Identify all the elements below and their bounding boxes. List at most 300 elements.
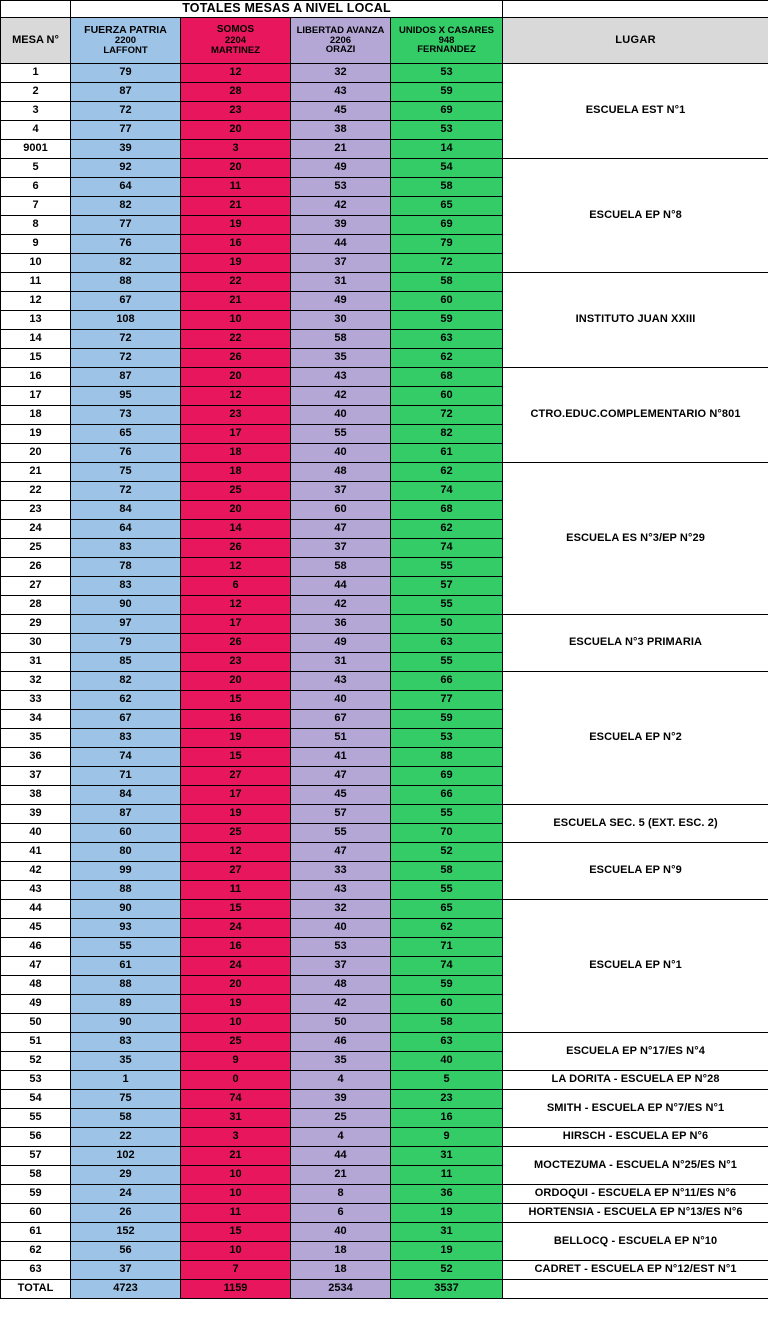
cell-mesa: 20 [1, 444, 71, 463]
cell-mesa: 14 [1, 330, 71, 349]
cell-mesa: 44 [1, 900, 71, 919]
cell-unidos-x-casares: 60 [391, 292, 503, 311]
cell-somos: 21 [181, 197, 291, 216]
cell-somos: 16 [181, 938, 291, 957]
cell-somos: 19 [181, 805, 291, 824]
column-header-somos-name: SOMOS [216, 24, 255, 36]
cell-somos: 11 [181, 178, 291, 197]
cell-unidos-x-casares: 62 [391, 919, 503, 938]
cell-somos: 16 [181, 710, 291, 729]
cell-fuerza-patria: 22 [71, 1128, 181, 1147]
cell-libertad-avanza: 50 [291, 1014, 391, 1033]
cell-lugar: LA DORITA - ESCUELA EP N°28 [503, 1071, 768, 1090]
cell-unidos-x-casares: 58 [391, 1014, 503, 1033]
table-row [1, 368, 768, 387]
cell-fuerza-patria: 24 [71, 1185, 181, 1204]
cell-unidos-x-casares: 55 [391, 558, 503, 577]
cell-fuerza-patria: 82 [71, 254, 181, 273]
cell-fuerza-patria: 64 [71, 520, 181, 539]
cell-fuerza-patria: 72 [71, 330, 181, 349]
cell-somos: 19 [181, 216, 291, 235]
cell-libertad-avanza: 31 [291, 653, 391, 672]
cell-unidos-x-casares: 69 [391, 216, 503, 235]
cell-somos: 3 [181, 1128, 291, 1147]
cell-mesa: 19 [1, 425, 71, 444]
table-row [1, 463, 768, 482]
cell-lugar: ESCUELA EST N°1 [503, 64, 768, 159]
table-row [1, 1128, 768, 1147]
cell-fuerza-patria: 97 [71, 615, 181, 634]
cell-somos: 15 [181, 691, 291, 710]
cell-somos: 17 [181, 786, 291, 805]
cell-fuerza-patria: 83 [71, 1033, 181, 1052]
cell-fuerza-patria: 87 [71, 368, 181, 387]
cell-mesa: 22 [1, 482, 71, 501]
cell-unidos-x-casares: 9 [391, 1128, 503, 1147]
table-row [1, 1185, 768, 1204]
column-header-unidos-x-casares-number: 948 [438, 34, 455, 46]
cell-fuerza-patria: 92 [71, 159, 181, 178]
cell-fuerza-patria: 85 [71, 653, 181, 672]
cell-unidos-x-casares: 59 [391, 976, 503, 995]
cell-unidos-x-casares: 58 [391, 273, 503, 292]
column-header-fuerza-patria-name: FUERZA PATRIA [84, 24, 167, 37]
cell-somos: 22 [181, 273, 291, 292]
cell-fuerza-patria: 60 [71, 824, 181, 843]
cell-somos: 10 [181, 1185, 291, 1204]
cell-unidos-x-casares: 62 [391, 349, 503, 368]
cell-unidos-x-casares: 50 [391, 615, 503, 634]
cell-mesa: 23 [1, 501, 71, 520]
cell-libertad-avanza: 49 [291, 634, 391, 653]
table-row [1, 1223, 768, 1242]
total-row [1, 1280, 768, 1299]
cell-unidos-x-casares: 11 [391, 1166, 503, 1185]
cell-fuerza-patria: 77 [71, 121, 181, 140]
cell-lugar: HIRSCH - ESCUELA EP N°6 [503, 1128, 768, 1147]
cell-mesa: 27 [1, 577, 71, 596]
cell-somos: 11 [181, 1204, 291, 1223]
cell-unidos-x-casares: 55 [391, 805, 503, 824]
cell-mesa: 28 [1, 596, 71, 615]
cell-libertad-avanza: 25 [291, 1109, 391, 1128]
cell-mesa: 2 [1, 83, 71, 102]
cell-fuerza-patria: 67 [71, 292, 181, 311]
table-header-row [1, 18, 768, 64]
cell-fuerza-patria: 56 [71, 1242, 181, 1261]
cell-mesa: 36 [1, 748, 71, 767]
cell-mesa: 8 [1, 216, 71, 235]
cell-lugar: ESCUELA N°3 PRIMARIA [503, 615, 768, 672]
cell-unidos-x-casares: 55 [391, 653, 503, 672]
cell-libertad-avanza: 55 [291, 425, 391, 444]
cell-somos: 12 [181, 387, 291, 406]
cell-mesa: 63 [1, 1261, 71, 1280]
cell-lugar: ESCUELA EP N°9 [503, 843, 768, 900]
cell-mesa: 9 [1, 235, 71, 254]
cell-libertad-avanza: 42 [291, 197, 391, 216]
cell-somos: 26 [181, 634, 291, 653]
cell-libertad-avanza: 21 [291, 140, 391, 159]
table-row [1, 615, 768, 634]
cell-unidos-x-casares: 52 [391, 1261, 503, 1280]
cell-somos: 18 [181, 444, 291, 463]
cell-mesa: 24 [1, 520, 71, 539]
cell-unidos-x-casares: 68 [391, 368, 503, 387]
cell-unidos-x-casares: 19 [391, 1242, 503, 1261]
cell-somos: 11 [181, 881, 291, 900]
cell-lugar: CADRET - ESCUELA EP N°12/EST N°1 [503, 1261, 768, 1280]
cell-fuerza-patria: 90 [71, 900, 181, 919]
cell-somos: 23 [181, 102, 291, 121]
cell-somos: 25 [181, 482, 291, 501]
column-header-somos [181, 18, 291, 64]
cell-mesa: 5 [1, 159, 71, 178]
cell-libertad-avanza: 33 [291, 862, 391, 881]
cell-libertad-avanza: 18 [291, 1242, 391, 1261]
cell-fuerza-patria: 67 [71, 710, 181, 729]
cell-mesa: 3 [1, 102, 71, 121]
cell-fuerza-patria: 90 [71, 596, 181, 615]
cell-mesa: 26 [1, 558, 71, 577]
cell-libertad-avanza: 35 [291, 1052, 391, 1071]
results-table-body [1, 1, 768, 1299]
cell-lugar: BELLOCQ - ESCUELA EP N°10 [503, 1223, 768, 1261]
cell-somos: 28 [181, 83, 291, 102]
cell-somos: 12 [181, 64, 291, 83]
cell-unidos-x-casares: 31 [391, 1223, 503, 1242]
column-header-somos-number: 2204 [224, 34, 247, 46]
cell-unidos-x-casares: 65 [391, 197, 503, 216]
cell-mesa: 4 [1, 121, 71, 140]
cell-libertad-avanza: 42 [291, 596, 391, 615]
cell-fuerza-patria: 95 [71, 387, 181, 406]
cell-mesa: 56 [1, 1128, 71, 1147]
cell-mesa: 43 [1, 881, 71, 900]
total-label: TOTAL [1, 1280, 71, 1299]
table-row [1, 1071, 768, 1090]
cell-unidos-x-casares: 53 [391, 729, 503, 748]
cell-somos: 21 [181, 1147, 291, 1166]
cell-somos: 15 [181, 900, 291, 919]
cell-somos: 18 [181, 463, 291, 482]
cell-somos: 26 [181, 539, 291, 558]
table-row [1, 1261, 768, 1280]
cell-libertad-avanza: 58 [291, 330, 391, 349]
cell-fuerza-patria: 62 [71, 691, 181, 710]
cell-mesa: 38 [1, 786, 71, 805]
cell-fuerza-patria: 79 [71, 634, 181, 653]
cell-somos: 24 [181, 919, 291, 938]
cell-mesa: 62 [1, 1242, 71, 1261]
cell-libertad-avanza: 48 [291, 976, 391, 995]
cell-mesa: 7 [1, 197, 71, 216]
cell-unidos-x-casares: 60 [391, 995, 503, 1014]
cell-lugar: ESCUELA EP N°1 [503, 900, 768, 1033]
total-lugar [503, 1280, 768, 1299]
cell-somos: 17 [181, 425, 291, 444]
cell-libertad-avanza: 32 [291, 900, 391, 919]
cell-mesa: 31 [1, 653, 71, 672]
cell-fuerza-patria: 152 [71, 1223, 181, 1242]
cell-libertad-avanza: 40 [291, 406, 391, 425]
cell-somos: 16 [181, 235, 291, 254]
cell-somos: 20 [181, 121, 291, 140]
cell-unidos-x-casares: 55 [391, 596, 503, 615]
cell-mesa: 37 [1, 767, 71, 786]
cell-fuerza-patria: 72 [71, 349, 181, 368]
cell-somos: 23 [181, 653, 291, 672]
cell-fuerza-patria: 80 [71, 843, 181, 862]
cell-unidos-x-casares: 53 [391, 64, 503, 83]
cell-unidos-x-casares: 58 [391, 862, 503, 881]
cell-mesa: 21 [1, 463, 71, 482]
cell-libertad-avanza: 39 [291, 1090, 391, 1109]
cell-unidos-x-casares: 23 [391, 1090, 503, 1109]
cell-somos: 26 [181, 349, 291, 368]
cell-unidos-x-casares: 19 [391, 1204, 503, 1223]
cell-somos: 27 [181, 767, 291, 786]
cell-unidos-x-casares: 82 [391, 425, 503, 444]
cell-fuerza-patria: 26 [71, 1204, 181, 1223]
cell-lugar: CTRO.EDUC.COMPLEMENTARIO N°801 [503, 368, 768, 463]
cell-unidos-x-casares: 74 [391, 957, 503, 976]
cell-libertad-avanza: 42 [291, 995, 391, 1014]
cell-fuerza-patria: 35 [71, 1052, 181, 1071]
cell-unidos-x-casares: 74 [391, 482, 503, 501]
cell-unidos-x-casares: 60 [391, 387, 503, 406]
cell-mesa: 60 [1, 1204, 71, 1223]
cell-fuerza-patria: 87 [71, 83, 181, 102]
cell-lugar: MOCTEZUMA - ESCUELA N°25/ES N°1 [503, 1147, 768, 1185]
cell-unidos-x-casares: 71 [391, 938, 503, 957]
cell-fuerza-patria: 82 [71, 197, 181, 216]
cell-unidos-x-casares: 63 [391, 634, 503, 653]
cell-unidos-x-casares: 65 [391, 900, 503, 919]
cell-libertad-avanza: 37 [291, 539, 391, 558]
cell-lugar: ORDOQUI - ESCUELA EP N°11/ES N°6 [503, 1185, 768, 1204]
cell-libertad-avanza: 6 [291, 1204, 391, 1223]
cell-libertad-avanza: 30 [291, 311, 391, 330]
cell-somos: 31 [181, 1109, 291, 1128]
cell-fuerza-patria: 88 [71, 881, 181, 900]
cell-libertad-avanza: 40 [291, 691, 391, 710]
title-left-spacer [1, 1, 71, 18]
cell-fuerza-patria: 71 [71, 767, 181, 786]
column-header-unidos-x-casares [391, 18, 503, 64]
cell-somos: 24 [181, 957, 291, 976]
table-row [1, 1090, 768, 1109]
column-header-libertad-avanza-name: LIBERTAD AVANZA [296, 24, 385, 36]
cell-somos: 14 [181, 520, 291, 539]
cell-lugar: ESCUELA ES N°3/EP N°29 [503, 463, 768, 615]
cell-mesa: 17 [1, 387, 71, 406]
cell-unidos-x-casares: 31 [391, 1147, 503, 1166]
cell-fuerza-patria: 84 [71, 786, 181, 805]
cell-libertad-avanza: 43 [291, 672, 391, 691]
cell-unidos-x-casares: 53 [391, 121, 503, 140]
cell-somos: 19 [181, 729, 291, 748]
title-right-spacer [503, 1, 768, 18]
cell-fuerza-patria: 58 [71, 1109, 181, 1128]
cell-mesa: 30 [1, 634, 71, 653]
cell-fuerza-patria: 102 [71, 1147, 181, 1166]
cell-somos: 12 [181, 558, 291, 577]
cell-mesa: 55 [1, 1109, 71, 1128]
cell-libertad-avanza: 38 [291, 121, 391, 140]
cell-mesa: 42 [1, 862, 71, 881]
cell-unidos-x-casares: 61 [391, 444, 503, 463]
cell-somos: 25 [181, 824, 291, 843]
cell-fuerza-patria: 83 [71, 577, 181, 596]
cell-mesa: 9001 [1, 140, 71, 159]
column-header-libertad-avanza [291, 18, 391, 64]
cell-fuerza-patria: 79 [71, 64, 181, 83]
cell-mesa: 47 [1, 957, 71, 976]
cell-mesa: 16 [1, 368, 71, 387]
table-row [1, 900, 768, 919]
cell-libertad-avanza: 40 [291, 444, 391, 463]
cell-somos: 10 [181, 1014, 291, 1033]
cell-libertad-avanza: 51 [291, 729, 391, 748]
cell-libertad-avanza: 43 [291, 881, 391, 900]
cell-libertad-avanza: 67 [291, 710, 391, 729]
cell-somos: 22 [181, 330, 291, 349]
cell-mesa: 52 [1, 1052, 71, 1071]
cell-mesa: 11 [1, 273, 71, 292]
cell-libertad-avanza: 35 [291, 349, 391, 368]
column-header-lugar: LUGAR [503, 18, 768, 64]
cell-somos: 74 [181, 1090, 291, 1109]
cell-mesa: 48 [1, 976, 71, 995]
cell-somos: 10 [181, 311, 291, 330]
cell-somos: 20 [181, 159, 291, 178]
cell-libertad-avanza: 53 [291, 938, 391, 957]
cell-somos: 19 [181, 995, 291, 1014]
cell-libertad-avanza: 37 [291, 482, 391, 501]
cell-fuerza-patria: 72 [71, 482, 181, 501]
cell-libertad-avanza: 60 [291, 501, 391, 520]
cell-libertad-avanza: 4 [291, 1071, 391, 1090]
cell-lugar: ESCUELA EP N°8 [503, 159, 768, 273]
cell-fuerza-patria: 75 [71, 1090, 181, 1109]
column-header-somos-candidate: MARTINEZ [210, 44, 261, 56]
table-row [1, 64, 768, 83]
total-unidos-x-casares: 3537 [391, 1280, 503, 1299]
cell-fuerza-patria: 76 [71, 444, 181, 463]
cell-mesa: 57 [1, 1147, 71, 1166]
total-libertad-avanza: 2534 [291, 1280, 391, 1299]
cell-somos: 17 [181, 615, 291, 634]
cell-lugar: INSTITUTO JUAN XXIII [503, 273, 768, 368]
cell-libertad-avanza: 58 [291, 558, 391, 577]
cell-somos: 20 [181, 501, 291, 520]
cell-mesa: 45 [1, 919, 71, 938]
cell-unidos-x-casares: 55 [391, 881, 503, 900]
cell-unidos-x-casares: 66 [391, 672, 503, 691]
cell-fuerza-patria: 29 [71, 1166, 181, 1185]
cell-unidos-x-casares: 57 [391, 577, 503, 596]
cell-mesa: 10 [1, 254, 71, 273]
cell-fuerza-patria: 65 [71, 425, 181, 444]
cell-libertad-avanza: 55 [291, 824, 391, 843]
cell-mesa: 25 [1, 539, 71, 558]
cell-mesa: 6 [1, 178, 71, 197]
cell-libertad-avanza: 45 [291, 102, 391, 121]
cell-libertad-avanza: 36 [291, 615, 391, 634]
cell-fuerza-patria: 84 [71, 501, 181, 520]
cell-somos: 3 [181, 140, 291, 159]
cell-somos: 12 [181, 596, 291, 615]
cell-lugar: ESCUELA EP N°2 [503, 672, 768, 805]
cell-libertad-avanza: 47 [291, 767, 391, 786]
cell-unidos-x-casares: 59 [391, 311, 503, 330]
cell-mesa: 18 [1, 406, 71, 425]
column-header-unidos-x-casares-candidate: FERNANDEZ [417, 44, 476, 56]
cell-fuerza-patria: 89 [71, 995, 181, 1014]
cell-unidos-x-casares: 79 [391, 235, 503, 254]
cell-somos: 15 [181, 748, 291, 767]
cell-somos: 21 [181, 292, 291, 311]
cell-mesa: 54 [1, 1090, 71, 1109]
cell-fuerza-patria: 88 [71, 273, 181, 292]
cell-mesa: 59 [1, 1185, 71, 1204]
cell-mesa: 41 [1, 843, 71, 862]
cell-unidos-x-casares: 36 [391, 1185, 503, 1204]
cell-fuerza-patria: 83 [71, 539, 181, 558]
cell-unidos-x-casares: 66 [391, 786, 503, 805]
cell-unidos-x-casares: 88 [391, 748, 503, 767]
cell-lugar: HORTENSIA - ESCUELA EP N°13/ES N°6 [503, 1204, 768, 1223]
cell-somos: 10 [181, 1242, 291, 1261]
cell-fuerza-patria: 90 [71, 1014, 181, 1033]
cell-libertad-avanza: 49 [291, 292, 391, 311]
cell-unidos-x-casares: 62 [391, 520, 503, 539]
cell-unidos-x-casares: 74 [391, 539, 503, 558]
cell-unidos-x-casares: 62 [391, 463, 503, 482]
cell-unidos-x-casares: 5 [391, 1071, 503, 1090]
cell-libertad-avanza: 43 [291, 368, 391, 387]
cell-unidos-x-casares: 52 [391, 843, 503, 862]
cell-lugar: ESCUELA SEC. 5 (EXT. ESC. 2) [503, 805, 768, 843]
cell-somos: 20 [181, 976, 291, 995]
cell-libertad-avanza: 31 [291, 273, 391, 292]
cell-libertad-avanza: 44 [291, 577, 391, 596]
cell-somos: 9 [181, 1052, 291, 1071]
cell-unidos-x-casares: 54 [391, 159, 503, 178]
table-row [1, 1033, 768, 1052]
cell-fuerza-patria: 77 [71, 216, 181, 235]
cell-fuerza-patria: 76 [71, 235, 181, 254]
cell-somos: 20 [181, 368, 291, 387]
cell-libertad-avanza: 47 [291, 843, 391, 862]
cell-unidos-x-casares: 59 [391, 83, 503, 102]
cell-libertad-avanza: 41 [291, 748, 391, 767]
cell-fuerza-patria: 64 [71, 178, 181, 197]
table-row [1, 1147, 768, 1166]
cell-unidos-x-casares: 16 [391, 1109, 503, 1128]
cell-mesa: 58 [1, 1166, 71, 1185]
cell-libertad-avanza: 47 [291, 520, 391, 539]
cell-unidos-x-casares: 69 [391, 767, 503, 786]
cell-somos: 19 [181, 254, 291, 273]
cell-libertad-avanza: 21 [291, 1166, 391, 1185]
cell-fuerza-patria: 99 [71, 862, 181, 881]
column-header-fuerza-patria [71, 18, 181, 64]
cell-mesa: 12 [1, 292, 71, 311]
cell-mesa: 49 [1, 995, 71, 1014]
cell-fuerza-patria: 88 [71, 976, 181, 995]
